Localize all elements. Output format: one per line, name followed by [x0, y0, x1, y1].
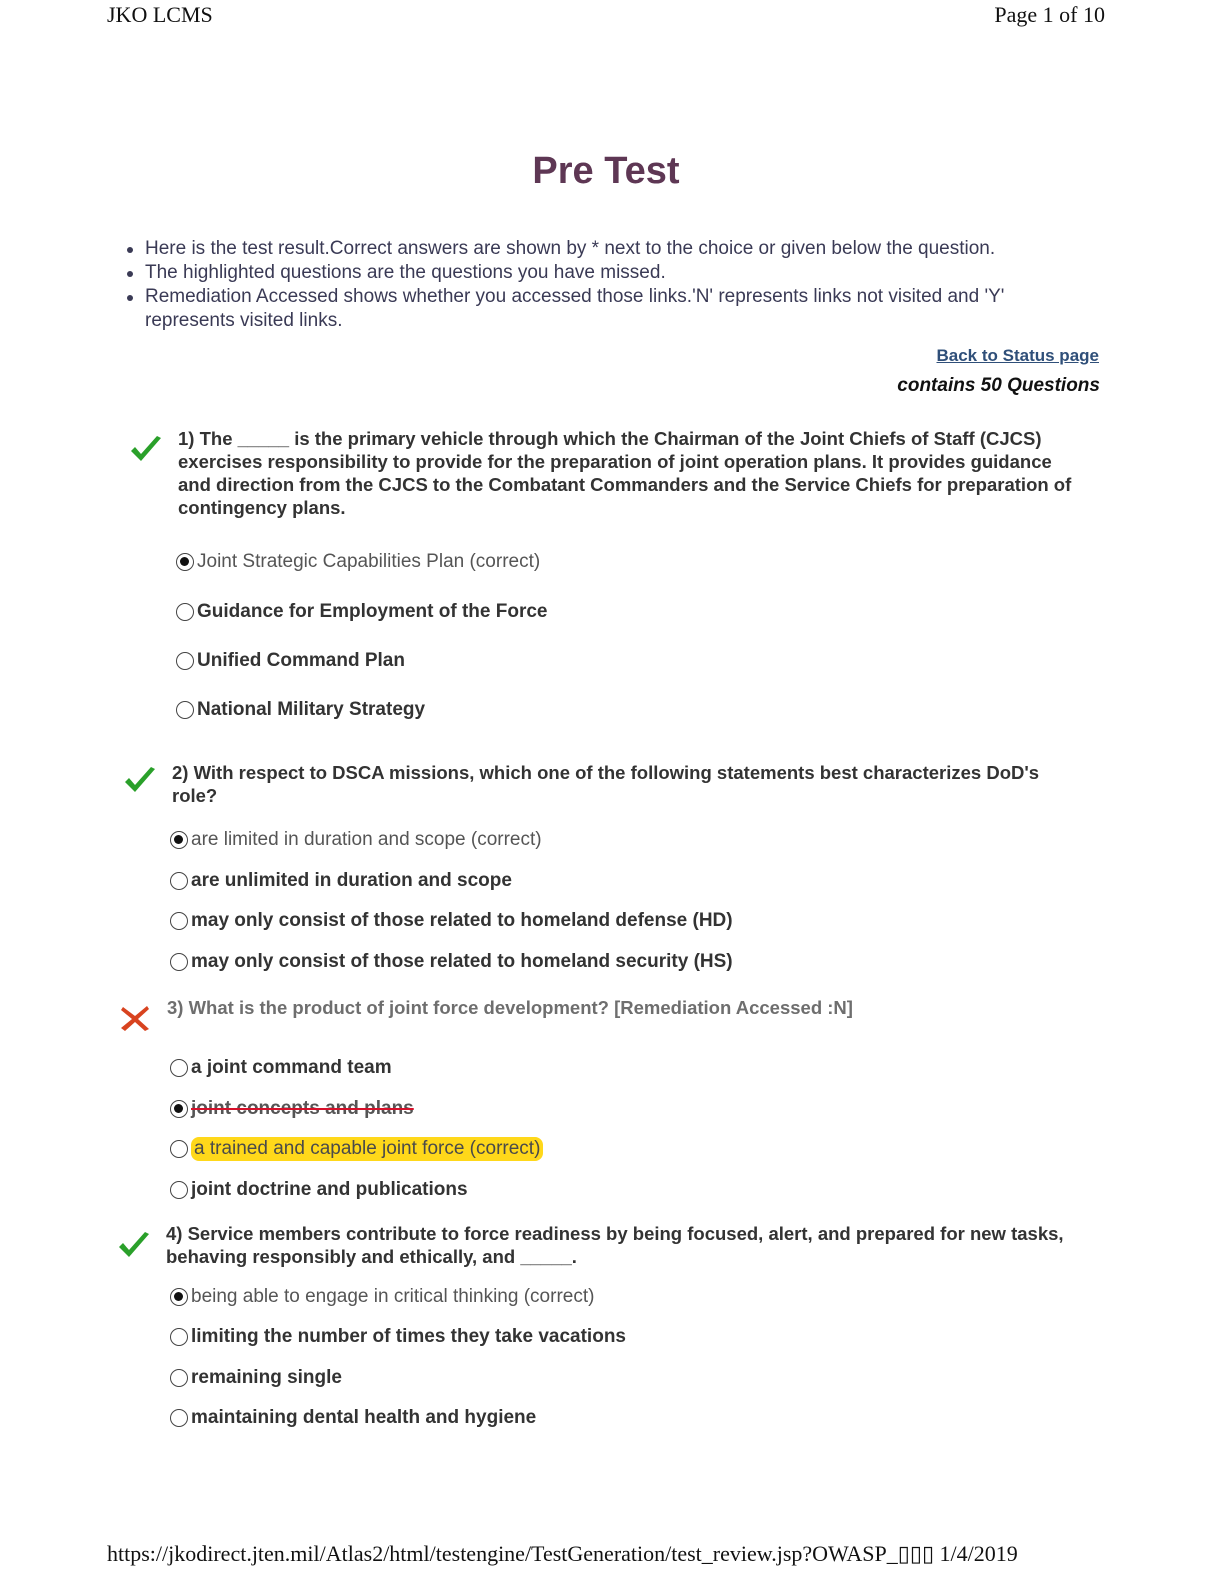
choice-label: joint doctrine and publications — [191, 1179, 468, 1200]
radio-selected[interactable] — [170, 831, 188, 849]
answer-choice[interactable] — [170, 950, 733, 974]
page-title: Pre Test — [532, 150, 680, 192]
header-site-name: JKO LCMS — [107, 2, 213, 27]
answer-choice[interactable] — [170, 909, 733, 933]
choice-label: are unlimited in duration and scope — [191, 870, 512, 891]
answer-choice[interactable] — [170, 1137, 543, 1161]
choice-label: Guidance for Employment of the Force — [197, 601, 548, 622]
radio-unselected[interactable] — [170, 1328, 188, 1346]
radio-unselected[interactable] — [170, 953, 188, 971]
answer-choice[interactable] — [170, 1178, 468, 1202]
choice-label: being able to engage in critical thinking (correct) — [191, 1286, 595, 1307]
choice-label: are limited in duration and scope (correct) — [191, 829, 542, 850]
cross-icon — [119, 1004, 151, 1032]
header-page-number: Page 1 of 10 — [994, 2, 1105, 27]
radio-unselected[interactable] — [170, 1140, 188, 1158]
check-icon — [123, 766, 157, 796]
answer-choice[interactable] — [170, 1097, 414, 1121]
question-text: 3) What is the product of joint force development? [Remediation Accessed :N] — [167, 997, 853, 1018]
radio-unselected[interactable] — [170, 1409, 188, 1427]
radio-selected[interactable] — [176, 553, 194, 571]
instruction-item: The highlighted questions are the questions you have missed. — [125, 261, 1065, 285]
answer-choice[interactable] — [170, 1325, 626, 1349]
answer-choice[interactable] — [176, 600, 548, 624]
check-icon — [117, 1231, 151, 1261]
choice-label: Unified Command Plan — [197, 650, 405, 671]
instruction-item: Here is the test result.Correct answers are shown by * next to the choice or given below the question. — [125, 237, 1065, 261]
radio-unselected[interactable] — [176, 652, 194, 670]
answer-choice[interactable] — [170, 1366, 342, 1390]
answer-choice[interactable] — [176, 698, 425, 722]
radio-unselected[interactable] — [176, 701, 194, 719]
check-icon — [129, 435, 163, 465]
question-text: 2) With respect to DSCA missions, which one of the following statements best characterizes DoD's role? — [172, 762, 1040, 806]
back-to-status-link[interactable]: Back to Status page — [936, 346, 1099, 365]
instructions-list — [125, 237, 1065, 333]
answer-choice[interactable] — [176, 550, 540, 574]
choice-label: maintaining dental health and hygiene — [191, 1407, 537, 1428]
answer-choice[interactable] — [170, 828, 542, 852]
radio-unselected[interactable] — [170, 1181, 188, 1199]
answer-choice[interactable] — [170, 869, 512, 893]
choice-label: may only consist of those related to homeland security (HS) — [191, 951, 733, 972]
choice-label: a joint command team — [191, 1057, 392, 1078]
instruction-item: Remediation Accessed shows whether you accessed those links.'N' represents links not visited and 'Y' represents visited links. — [125, 285, 1065, 333]
choice-label: may only consist of those related to homeland defense (HD) — [191, 910, 733, 931]
choice-label: National Military Strategy — [197, 699, 426, 720]
question-count: contains 50 Questions — [897, 375, 1100, 396]
radio-unselected[interactable] — [170, 912, 188, 930]
radio-unselected[interactable] — [170, 1369, 188, 1387]
question-text: 4) Service members contribute to force readiness by being focused, alert, and prepared for new tasks, behaving responsibly and ethically, and _____. — [166, 1223, 1064, 1267]
radio-unselected[interactable] — [170, 872, 188, 890]
choice-label-incorrect: joint concepts and plans — [191, 1098, 414, 1119]
radio-unselected[interactable] — [170, 1059, 188, 1077]
radio-selected[interactable] — [170, 1100, 188, 1118]
choice-label: Joint Strategic Capabilities Plan (correct) — [197, 551, 541, 572]
answer-choice[interactable] — [170, 1285, 594, 1309]
question-text: 1) The _____ is the primary vehicle through which the Chairman of the Joint Chiefs of Staff (CJCS) exercises responsibility to provide for the preparation of joint operation plans. It provides guidance and direction from the CJCS to the Combatant Commanders and the Service Chiefs for preparation of contingency plans. — [178, 428, 1072, 518]
radio-unselected[interactable] — [176, 603, 194, 621]
radio-selected[interactable] — [170, 1288, 188, 1306]
footer-url: https://jkodirect.jten.mil/Atlas2/html/testengine/TestGeneration/test_review.jsp?OWASP_▯▯▯ 1/4/2019 — [107, 1541, 1018, 1566]
choice-label: remaining single — [191, 1367, 342, 1388]
answer-choice[interactable] — [170, 1056, 392, 1080]
choice-label: limiting the number of times they take vacations — [191, 1326, 626, 1347]
choice-label-correct-highlight: a trained and capable joint force (correct) — [191, 1137, 543, 1161]
answer-choice[interactable] — [176, 649, 405, 673]
answer-choice[interactable] — [170, 1406, 536, 1430]
